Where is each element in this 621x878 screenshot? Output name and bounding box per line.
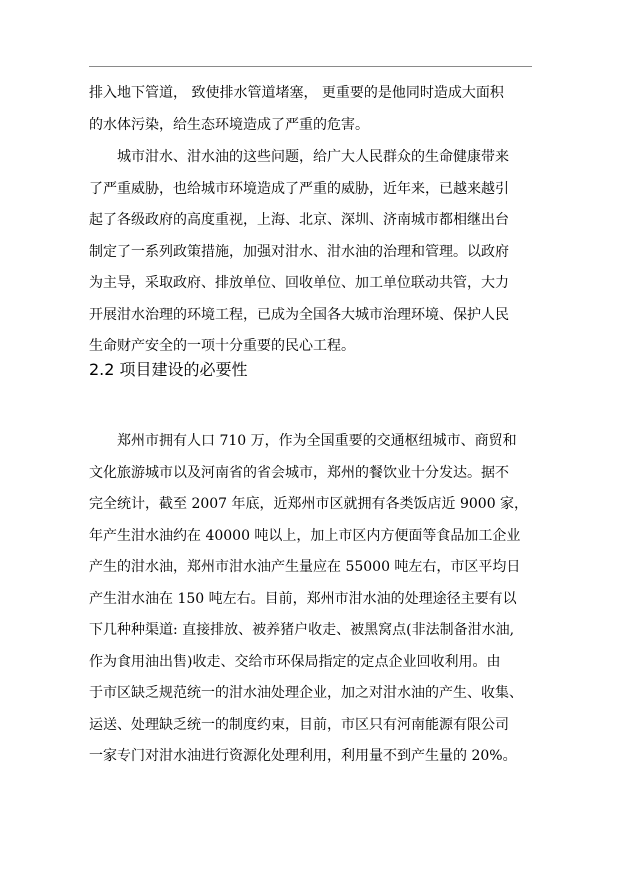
- header-rule: [89, 66, 532, 67]
- text-line: 产生的泔水油，郑州市泔水油产生量应在 55000 吨左右，市区平均日: [89, 559, 521, 575]
- text-line: 起了各级政府的高度重视，上海、北京、深圳、济南城市都相继出台: [89, 212, 509, 228]
- text-line: 年产生泔水油约在 40000 吨以上，加上市区内方便面等食品加工企业: [89, 527, 521, 544]
- text-line: 作为食用油出售)收走、交给市环保局指定的定点企业回收利用。由: [89, 653, 501, 670]
- text-line: 郑州市拥有人口 710 万，作为全国重要的交通枢纽城市、商贸和: [117, 433, 517, 449]
- text-line: 排入地下管道， 致使排水管道堵塞， 更重要的是他同时造成大面积: [89, 85, 504, 101]
- text-line: 的水体污染，给生态环境造成了严重的危害。: [89, 116, 369, 133]
- text-line: 完全统计，截至 2007 年底，近郑州市区就拥有各类饭店近 9000 家，: [89, 496, 529, 512]
- text-line: 生命财产安全的一项十分重要的民心工程。: [89, 338, 355, 354]
- text-line: 了严重威胁，也给城市环境造成了严重的威胁，近年来，已越来越引: [89, 180, 509, 197]
- text-line: 为主导，采取政府、排放单位、回收单位、加工单位联动共管，大力: [89, 275, 509, 291]
- paragraph-3: [89, 426, 539, 773]
- text-line: 下几种种渠道: 直接排放、被养猪户收走、被黑窝点(非法制备泔水油,: [89, 622, 515, 638]
- section-heading: 2.2 项目建设的必要性: [89, 360, 248, 379]
- text-line: 城市泔水、泔水油的这些问题，给广大人民群众的生命健康带来: [117, 149, 509, 165]
- text-line: 运送、处理缺乏统一的制度约束，目前，市区只有河南能源有限公司: [89, 716, 509, 733]
- text-line: 产生泔水油在 150 吨左右。目前，郑州市泔水油的处理途径主要有以: [89, 590, 517, 607]
- text-line: 于市区缺乏规范统一的泔水油处理企业，加之对泔水油的产生、收集、: [89, 685, 523, 701]
- text-line: 制定了一系列政策措施，加强对泔水、泔水油的治理和管理。以政府: [89, 243, 509, 260]
- paragraph-2: [89, 142, 539, 363]
- text-line: 一家专门对泔水油进行资源化处理利用，利用量不到产生量的 20%。: [89, 748, 517, 764]
- text-line: 文化旅游城市以及河南省的省会城市，郑州的餐饮业十分发达。据不: [89, 464, 509, 481]
- paragraph-1: [89, 78, 539, 141]
- text-line: 开展泔水治理的环境工程，已成为全国各大城市治理环境、保护人民: [89, 306, 509, 323]
